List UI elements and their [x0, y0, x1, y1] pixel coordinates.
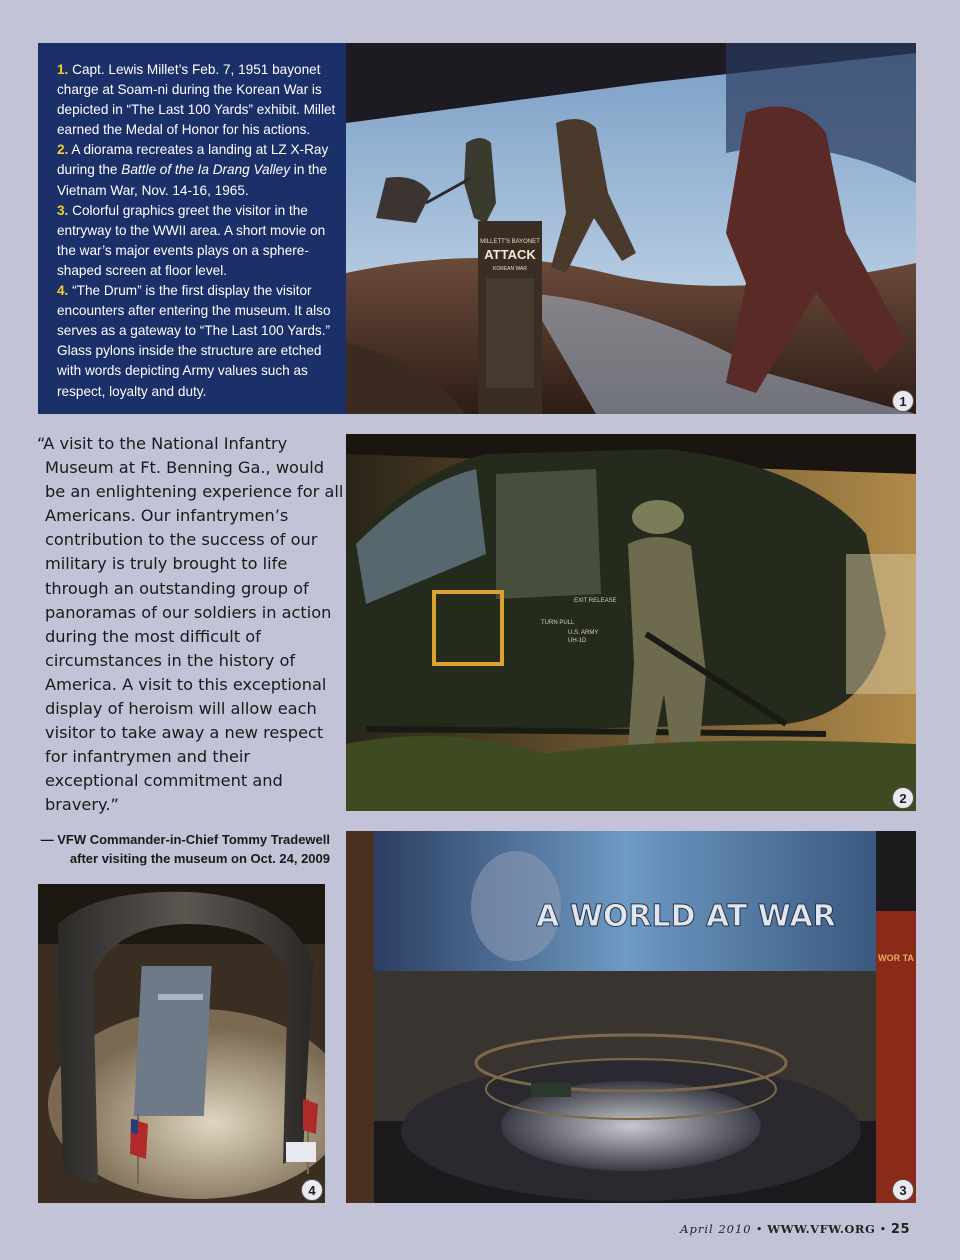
photo-number-badge: 3 — [892, 1179, 914, 1201]
caption-number: 1. — [57, 62, 69, 77]
attribution-name: — VFW Commander-in-Chief Tommy Tradewell — [40, 832, 330, 847]
page-number: 25 — [890, 1222, 910, 1237]
quote-attribution — [38, 830, 330, 868]
caption-text: A diorama recreates a landing at LZ X-Ray during the — [57, 142, 329, 178]
heli-marking-army: U.S. ARMY — [568, 630, 599, 636]
photo-helicopter-diorama — [346, 434, 916, 811]
photo-world-at-war — [346, 831, 916, 1203]
caption-1 — [57, 60, 338, 140]
photo-bayonet-charge-image — [346, 43, 916, 414]
photo-the-drum-image — [38, 884, 325, 1203]
issue-date: April 2010 — [680, 1222, 752, 1236]
photo-helicopter-diorama-image — [346, 434, 916, 811]
world-at-war-banner: A WORLD AT WAR — [536, 899, 836, 934]
footer-separator: • — [879, 1222, 887, 1236]
caption-text: “The Drum” is the first display the visitor encounters after entering the museum. It also serves as a gateway to “The Last 100 Yards.” Glass pylons inside the structure are etched with words depicting Army values such as respect, loyalty and duty. — [57, 283, 331, 399]
caption-number: 4. — [57, 283, 69, 299]
heli-marking-model: UH-1D — [568, 638, 587, 644]
photo-bayonet-charge — [346, 43, 916, 414]
caption-text: Capt. Lewis Millet’s Feb. 7, 1951 bayonet charge at Soam-ni during the Korean War is depicted in “The Last 100 Yards” exhibit. Millet earned the Medal of Honor for his actions. — [57, 62, 336, 138]
photo-number-badge: 4 — [301, 1179, 323, 1201]
caption-2 — [57, 140, 338, 200]
photo-number-badge: 1 — [892, 390, 914, 412]
caption-4 — [57, 281, 338, 402]
footer-separator: • — [755, 1222, 764, 1236]
sign-subtitle-text: KOREAN WAR — [493, 266, 527, 272]
commander-quote: “A visit to the National Infantry Museum at Ft. Benning Ga., would be an enlightening experience for all Americans. Our infantrymen’s contribution to the success of our military is truly brought to life through an outstanding group of panoramas of our soldiers in action during the most difficult of circumstances in the history of America. A visit to this exceptional display of heroism will allow each visitor to take away a new respect for infantrymen and their exceptional commitment and bravery.” — [37, 434, 344, 815]
sign-title-text: ATTACK — [484, 247, 536, 262]
heli-marking-exit: EXIT RELEASE — [574, 598, 617, 604]
website-link[interactable]: WWW.VFW.ORG — [767, 1222, 876, 1236]
caption-3 — [57, 201, 338, 281]
photo-world-at-war-image — [346, 831, 916, 1203]
side-panel-text: WOR TA — [878, 953, 914, 963]
sign-small-text: MILLETT'S BAYONET — [480, 239, 540, 245]
caption-box — [38, 43, 346, 414]
caption-number: 3. — [57, 202, 69, 218]
heli-marking-turn: TURN PULL — [541, 620, 575, 626]
attribution-context: after visiting the museum on Oct. 24, 2009 — [69, 851, 330, 866]
photo-the-drum — [38, 884, 325, 1203]
caption-text: Colorful graphics greet the visitor in the entryway to the WWII area. A short movie on the war’s major events plays on a sphere-shaped screen at floor level. — [57, 202, 326, 278]
caption-number: 2. — [57, 142, 69, 158]
caption-text: in the Vietnam War, Nov. 14-16, 1965. — [57, 162, 328, 198]
page-footer — [680, 1222, 910, 1237]
photo-number-badge: 2 — [892, 787, 914, 809]
caption-italic-text: Battle of the Ia Drang Valley — [121, 162, 291, 178]
